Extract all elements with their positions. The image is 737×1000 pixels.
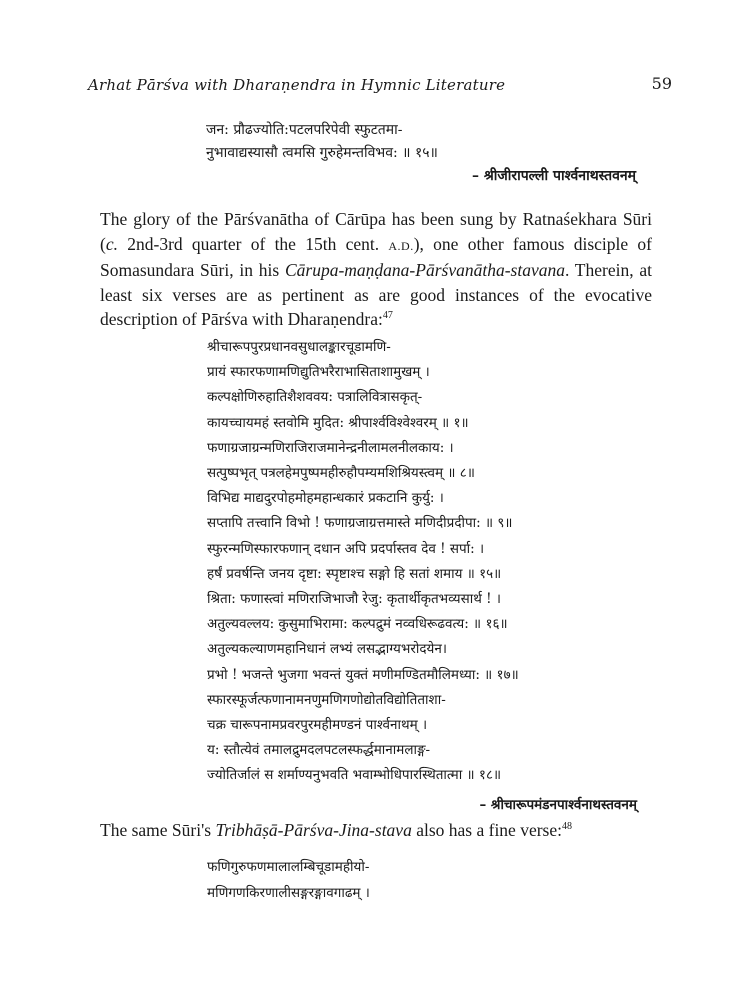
footnote-ref: 48 <box>561 821 572 833</box>
era-abbrev: A.D. <box>388 238 414 253</box>
verse-line: जन: प्रौढज्योति:पटलपरिपेवी स्फुटतमा- <box>206 122 403 138</box>
circa: c. <box>105 233 118 254</box>
verse-line: सत्पुष्पभृत् पत्रलहेमपुष्पमहीरुहौपम्यमशिश्रियस्त्वम् ॥ ८॥ <box>207 465 475 482</box>
top-verse <box>206 119 646 188</box>
verse-line: ज्योतिर्जालं स शर्माण्यनुभवति भवाम्भोधिपारस्थितात्मा ॥ १८॥ <box>207 767 502 784</box>
paragraph-text: The same Sūri's Tribhāṣā-Pārśva-Jina-stava also has a fine verse:$^{48}$ <box>100 820 572 840</box>
page-number: 59 <box>651 74 672 93</box>
verse-line: श्रिता: फणास्त्वां मणिराजिभाजौ रेजु: कृतार्थीकृतभव्यसार्थ ! । <box>207 591 501 608</box>
verse-line: नुभावाद्यस्यासौ त्वमसि गुरुहेमन्तविभव: ॥ १५॥ <box>206 145 438 161</box>
verse-line: फणिगुरुफणमालालम्बिचूडामहीयो- <box>207 859 370 875</box>
carupa-verses <box>207 335 637 818</box>
verse-line: चक्र चारूपनामप्रवरपुरमहीमण्डनं पार्श्वनाथम् । <box>207 717 428 734</box>
verse-line: अतुल्यवल्लय: कुसुमाभिरामा: कल्पद्रुमं नव्वधिरूढवत्य: ॥ १६॥ <box>207 616 508 633</box>
running-header <box>88 76 672 100</box>
verse-line: कल्पक्षोणिरुहातिशैशववय: पत्रालिवित्रासकृत्- <box>207 389 423 406</box>
verse-line: प्रभो ! भजन्ते भुजगा भवन्तं युक्तं मणीमण्डितमौलिमध्या: ॥ १७॥ <box>207 666 519 683</box>
verse-line: विभिद्य माद्यदुरपोहमोहमहान्धकारं प्रकटानि कुर्यु: । <box>207 490 444 507</box>
verse-line: श्रीचारूपपुरप्रधानवसुधालङ्कारचूडामणि- <box>207 339 391 355</box>
paragraph-carupa <box>100 207 652 332</box>
paragraph-tribhasa <box>100 818 652 843</box>
verse-attribution: – श्रीजीरापल्ली पार्श्वनाथस्तवनम् <box>471 168 636 184</box>
footnote-ref: 47 <box>382 310 393 322</box>
verse-line: मणिगणकिरणालीसङ्गरङ्गावगाढम् । <box>207 885 370 901</box>
running-title: Arhat Pārśva with Dharaṇendra in Hymnic Literature <box>88 76 506 94</box>
work-title: Cārupa-maṇḍana-Pārśvanātha-stavana <box>284 260 565 280</box>
verse-line: सप्तापि तत्त्वानि विभो ! फणाग्रजाग्रत्तमास्ते मणिदीप्रदीपा: ॥ ९॥ <box>207 515 513 532</box>
verse-line: अतुल्यकल्याणमहानिधानं लभ्यं लसद्भाग्यभरोदयेन। <box>207 641 447 658</box>
verse-line: हर्षं प्रवर्षन्ति जनय दृष्टा: स्पृष्टाश्च सङ्गो हि सतां शमाय ॥ १५॥ <box>207 565 502 582</box>
paragraph-text: The glory of the Pārśvanātha of Cārūpa has been sung by Ratnaśekhara Sūri (c. 2nd-3rd quarter of the 15th cent. A.D.), one other famous disciple of Somasundara Sūri, in his Cārupa-maṇḍana-Pārśvanātha-stavana. Therein, at least six verses are as pertinent as are good instances of the evocative description of Pārśva with Dharaṇendra:$^{47}$ <box>100 209 652 329</box>
verse-line: प्रायं स्फारफणामणिद्युतिभरैराभासिताशामुखम् । <box>207 364 430 381</box>
verse-line: स्फुरन्मणिस्फारफणान् दधान अपि प्रदर्पास्तव देव ! सर्पा: । <box>207 540 485 557</box>
verse-attribution: – श्रीचारूपमंडनपार्श्वनाथस्तवनम् <box>479 796 637 813</box>
tribhasa-verse <box>207 854 627 906</box>
verse-line: कायच्चायमहं स्तवोमि मुदित: श्रीपार्श्वविश्वेश्वरम् ॥ १॥ <box>207 414 469 431</box>
verse-line: फणाग्रजाग्रन्मणिराजिराजमानेन्द्रनीलामलनीलकाय: । <box>207 439 454 456</box>
verse-line: स्फारस्फूर्जत्फणानामनणुमणिगणोद्योतविद्योतिताशा- <box>207 691 446 708</box>
verse-line: य: स्तौत्येवं तमालद्रुमदलपटलस्फर्द्धमानामलाङ्ग- <box>207 742 431 759</box>
work-title: Tribhāṣā-Pārśva-Jina-stava <box>215 820 412 840</box>
